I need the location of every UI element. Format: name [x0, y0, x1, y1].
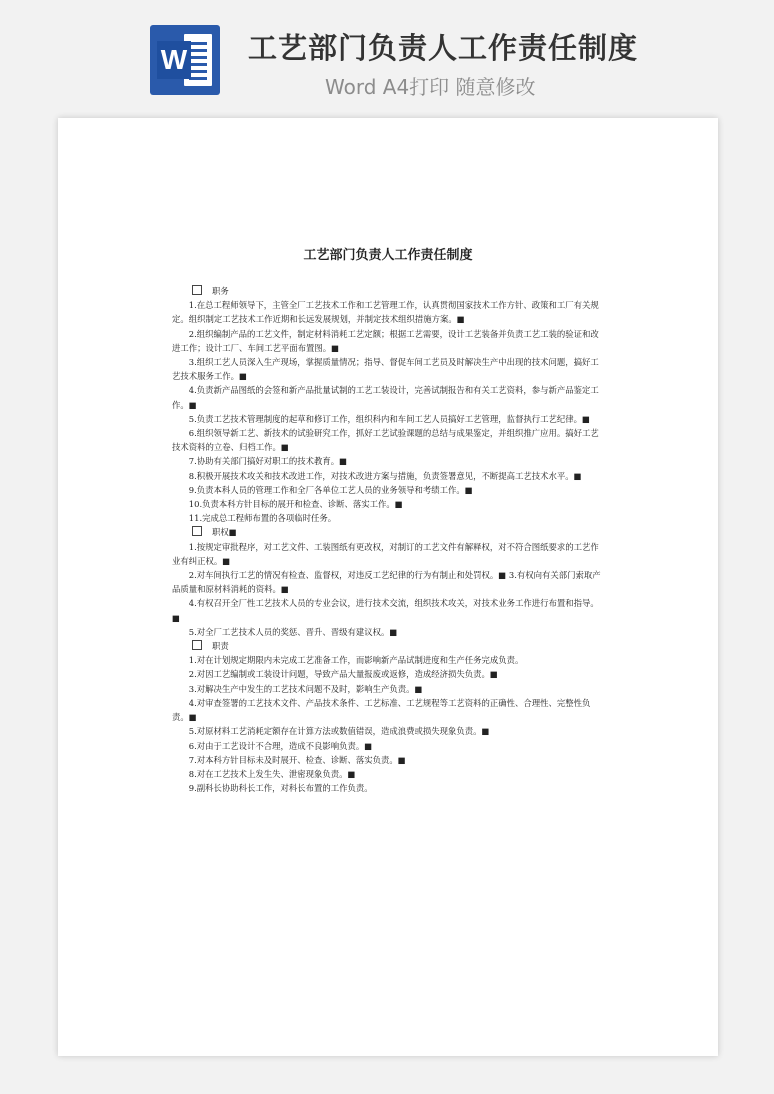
list-item: 10.负责本科方针目标的展开和检查、诊断、落实工作。■ [188, 499, 403, 510]
list-item: 9.副科长协助科长工作，对科长布置的工作负责。 [188, 783, 373, 794]
list-item: 5.负责工艺技术管理制度的起草和修订工作，组织科内和车间工艺人员搞好工艺管理，监督执行工艺纪律。■ [188, 413, 590, 424]
list-item: 9.负责本科人员的管理工作和全厂各单位工艺人员的业务领导和考绩工作。■ [188, 484, 473, 495]
list-item: 3.对解决生产中发生的工艺技术问题不及时，影响生产负责。■ [188, 683, 423, 694]
list-item: 4.负责新产品图纸的会签和新产品批量试制的工艺工装设计，完善试制报告和有关工艺资料，参与新产品鉴定工作。■ [172, 385, 599, 410]
checkbox-icon [192, 285, 202, 295]
document-page [58, 118, 718, 1056]
list-item: 11.完成总工程师布置的各项临时任务。 [188, 513, 337, 524]
header-banner [0, 0, 774, 112]
word-letter: W [157, 41, 191, 79]
list-item: 7.对本科方针目标未及时展开、检查、诊断、落实负责。■ [188, 754, 406, 765]
list-item: 7.协助有关部门搞好对职工的技术教育。■ [188, 456, 348, 467]
list-item: 1.在总工程师领导下，主管全厂工艺技术工作和工艺管理工作，认真贯彻国家技术工作方针、政策和工厂有关规定。组织制定工艺技术工作近期和长远发展规划，并制定技术组织措施方案。■ [172, 300, 599, 325]
list-item: 5.对全厂工艺技术人员的奖惩、晋升、晋级有建议权。■ [188, 626, 398, 637]
header-subtitle: Word A4打印 随意修改 [325, 75, 536, 99]
list-item: 8.对在工艺技术上发生失、泄密现象负责。■ [188, 768, 356, 779]
list-item: 3.组织工艺人员深入生产现场，掌握质量情况；指导、督促车间工艺员及时解决生产中出现的技术问题，搞好工艺技术服务工作。■ [172, 357, 599, 382]
list-item: 2.对车间执行工艺的情况有检查、监督权，对违反工艺纪律的行为有制止和处罚权。■ 3.有权向有关部门索取产品质量和原材料消耗的资料。■ [172, 570, 601, 595]
list-item: 5.对原材料工艺消耗定额存在计算方法或数值错误，造成浪费或损失现象负责。■ [188, 726, 490, 737]
list-item: 6.组织领导新工艺、新技术的试验研究工作，抓好工艺试验课题的总结与成果鉴定，并组织推广应用。搞好工艺技术资料的立卷、归档工作。■ [172, 428, 599, 453]
document-title: 工艺部门负责人工作责任制度 [303, 248, 473, 263]
list-item: 4.有权召开全厂性工艺技术人员的专业会议，进行技术交流，组织技术攻关，对技术业务工作进行布置和指导。■ [172, 598, 599, 623]
document-body [172, 284, 604, 795]
list-item: 4.对审查签署的工艺技术文件、产品技术条件、工艺标准、工艺规程等工艺资料的正确性、合理性、完整性负责。■ [172, 697, 591, 723]
word-logo-icon [150, 25, 220, 95]
header-title: 工艺部门负责人工作责任制度 [248, 31, 639, 65]
list-item: 6.对由于工艺设计不合理，造成不良影响负责。■ [188, 740, 373, 751]
list-item: 1.按规定审批程序，对工艺文件、工装图纸有更改权，对制订的工艺文件有解释权，对不符合图纸要求的工艺作业有纠正权。■ [172, 541, 599, 566]
list-item: 8.积极开展技术攻关和技术改进工作，对技术改进方案与措施，负责签署意见，不断提高工艺技术水平。■ [188, 470, 582, 481]
checkbox-icon [192, 526, 202, 536]
list-item: 1.对在计划规定期限内未完成工艺准备工作，而影响新产品试制进度和生产任务完成负责。 [188, 655, 524, 666]
checkbox-icon [192, 640, 202, 650]
section-heading-responsibility: 职责 [172, 639, 604, 653]
section-heading-authority: 职权■ [172, 525, 604, 539]
list-item: 2.组织编制产品的工艺文件，制定材料消耗工艺定额；根据工艺需要，设计工艺装备并负责工艺工装的验证和改进工作；设计工厂、车间工艺平面布置图。■ [172, 328, 599, 353]
section-heading-duties: 职务 [172, 284, 604, 298]
list-item: 2.对因工艺编制或工装设计问题，导致产品大量报废或返修，造成经济损失负责。■ [188, 669, 498, 680]
